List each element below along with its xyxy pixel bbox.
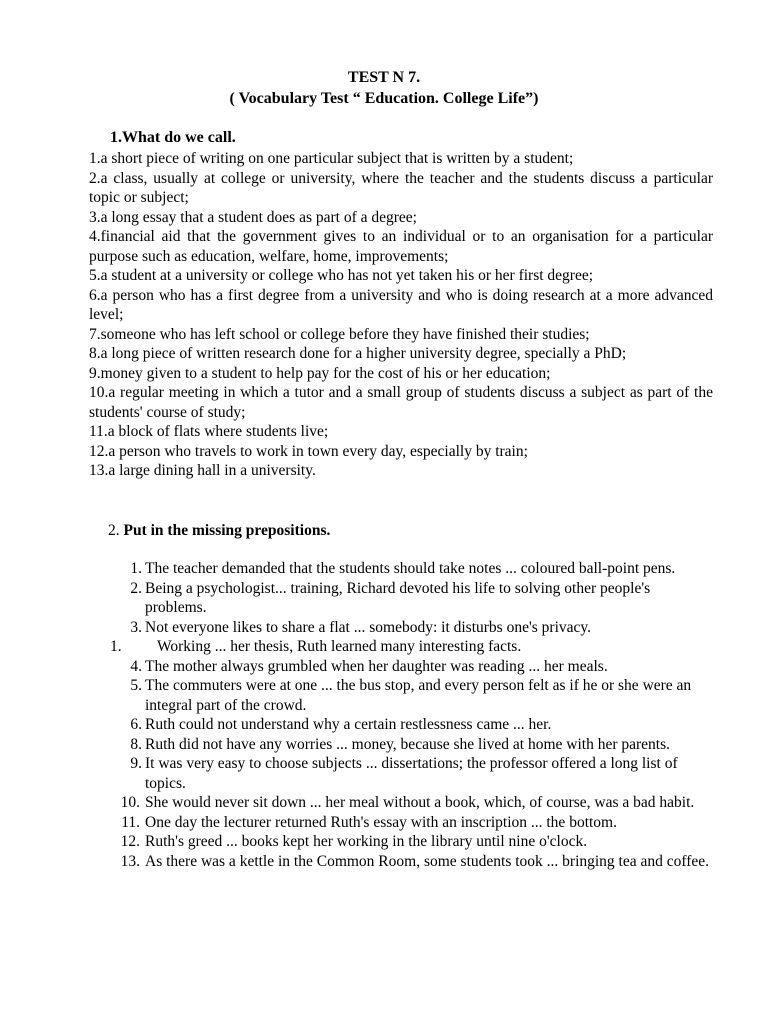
definition-item: 1.a short piece of writing on one particular subject that is written by a student; <box>89 150 574 167</box>
item-text: As there was a kettle in the Common Room, some students took ... bringing tea and coffee. <box>145 852 710 870</box>
definition-item: 5.a student at a university or college who has not yet taken his or her first degree; <box>89 267 594 284</box>
definition-item: 10.a regular meeting in which a tutor and a small group of students discuss a subject as part of the students' course of study; <box>89 384 713 421</box>
item-text: Ruth did not have any worries ... money, because she lived at home with her parents. <box>145 735 670 753</box>
item-number: 3. <box>130 618 142 636</box>
item-number: 5. <box>130 677 142 694</box>
section2-title: Put in the missing prepositions. <box>123 522 331 539</box>
definitions-list <box>89 149 713 481</box>
definition-item: 7.someone who has left school or college before they have finished their studies; <box>89 325 590 343</box>
definition-item: 8.a long piece of written research done for a higher university degree, specially a PhD; <box>89 345 627 362</box>
definition-item: 3.a long essay that a student does as part of a degree; <box>89 208 417 226</box>
exercise-item <box>120 754 715 793</box>
item-number: 11. <box>121 813 140 831</box>
exercise-item <box>120 793 715 813</box>
item-number: 8. <box>130 735 142 753</box>
definition-item: 12.a person who travels to work in town every day, especially by train; <box>89 442 528 460</box>
exercise-item <box>110 637 715 657</box>
exercise-item <box>120 715 715 735</box>
section2-number: 2. <box>108 522 120 539</box>
item-text: Ruth's greed ... books kept her working in the library until nine o'clock. <box>145 833 588 850</box>
item-number: 9. <box>130 755 142 772</box>
section2-heading <box>108 521 330 541</box>
item-number: 4. <box>130 657 142 675</box>
item-text: Not everyone likes to share a flat ... somebody: it disturbs one's privacy. <box>145 618 592 636</box>
test-title: TEST N 7. <box>347 69 421 86</box>
item-number: 12. <box>120 833 140 850</box>
item-number: 10. <box>120 794 140 811</box>
exercise-item <box>120 852 715 872</box>
item-number: 2. <box>130 579 142 597</box>
item-number: 1. <box>130 560 142 577</box>
item-number: 6. <box>130 716 142 733</box>
prepositions-list <box>110 559 715 871</box>
item-text: The mother always grumbled when her daughter was reading ... her meals. <box>145 657 608 675</box>
test-subtitle: ( Vocabulary Test “ Education. College Life”) <box>229 90 539 107</box>
item-number: 13. <box>120 852 140 870</box>
item-text: Ruth could not understand why a certain restlessness came ... her. <box>145 716 552 733</box>
item-text: Being a psychologist... training, Richard devoted his life to solving other people's problems. <box>145 579 651 616</box>
definition-item: 11.a block of flats where students live; <box>89 423 329 440</box>
definition-item: 6.a person who has a first degree from a university and who is doing research at a more advanced level; <box>89 286 713 323</box>
exercise-item <box>120 579 715 618</box>
exercise-item <box>120 618 715 638</box>
section1-heading: 1.What do we call. <box>110 129 236 146</box>
item-text: She would never sit down ... her meal without a book, which, of course, was a bad habit. <box>145 794 695 811</box>
exercise-item <box>120 832 715 852</box>
item-number: 1. <box>110 638 122 655</box>
definition-item: 2.a class, usually at college or university, where the teacher and the students discuss a particular topic or subject; <box>89 169 713 206</box>
exercise-item <box>120 813 715 833</box>
definition-item: 4.financial aid that the government gives to an individual or to an organisation for a particular purpose such as education, welfare, home, improvements; <box>89 228 713 265</box>
exercise-item <box>120 657 715 677</box>
item-text: It was very easy to choose subjects ... dissertations; the professor offered a long list of topics. <box>145 755 678 792</box>
definition-item: 9.money given to a student to help pay for the cost of his or her education; <box>89 364 551 382</box>
exercise-item <box>120 735 715 755</box>
definition-item: 13.a large dining hall in a university. <box>89 462 316 479</box>
item-text: The commuters were at one ... the bus stop, and every person felt as if he or she were an integral part of the crowd. <box>145 677 692 714</box>
exercise-item <box>120 676 715 715</box>
exercise-item <box>120 559 715 579</box>
item-text: The teacher demanded that the students should take notes ... coloured ball-point pens. <box>145 560 676 577</box>
item-text: One day the lecturer returned Ruth's essay with an inscription ... the bottom. <box>145 813 617 831</box>
item-text: Working ... her thesis, Ruth learned many interesting facts. <box>157 638 522 655</box>
